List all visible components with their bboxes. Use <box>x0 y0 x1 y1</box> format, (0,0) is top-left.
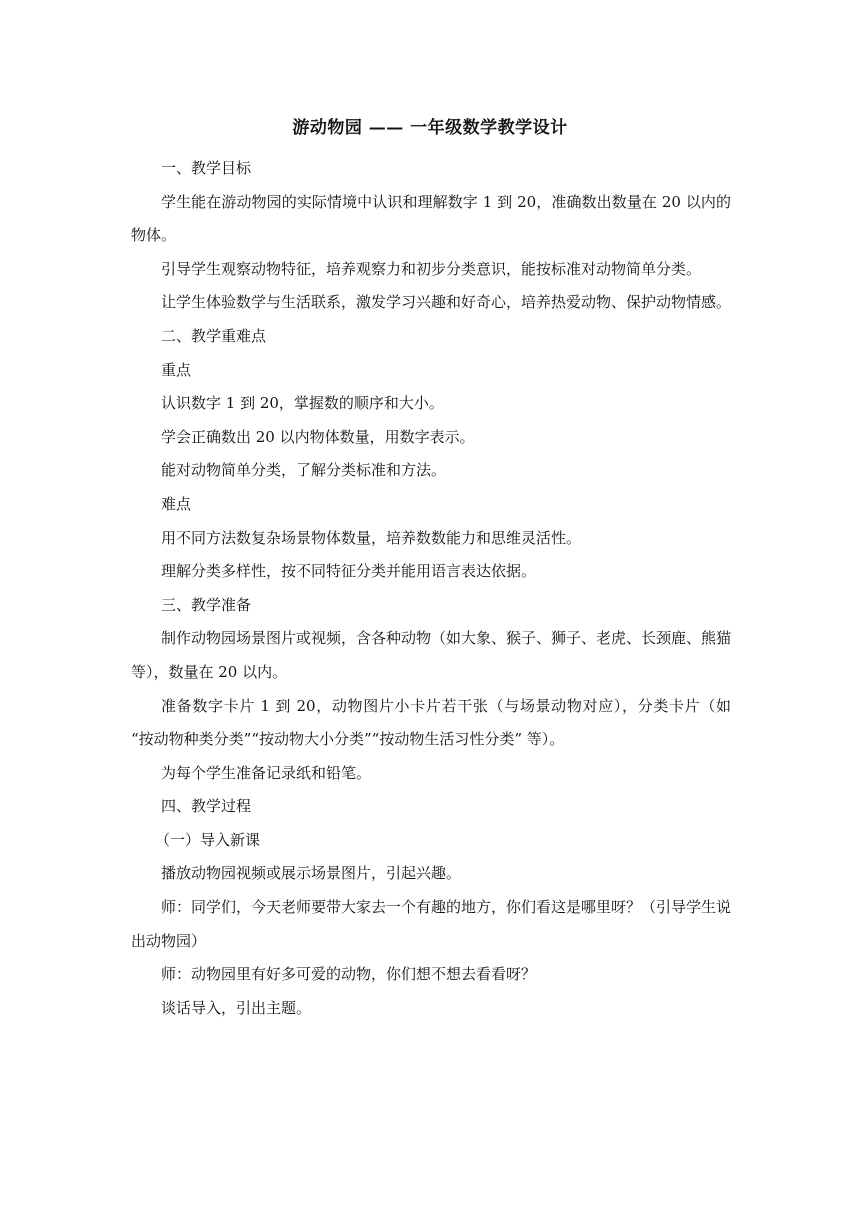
subheading-difficult: 难点 <box>161 494 192 513</box>
section-heading-goals: 一、教学目标 <box>161 159 252 177</box>
paragraph: 师：同学们，今天老师要带大家去一个有趣的地方，你们看这是哪里呀？（引导学生说出动物园） <box>131 898 732 950</box>
paragraph: 学生能在游动物园的实际情境中认识和理解数字 1 到 20，准确数出数量在 20 以内的物体。 <box>131 192 731 245</box>
document-body <box>131 152 731 1025</box>
section-heading-preparation: 三、教学准备 <box>161 595 252 614</box>
paragraph: 准备数字卡片 1 到 20，动物图片小卡片若干张（与场景动物对应），分类卡片（如 “按动物种类分类”“按动物大小分类”“按动物生活习性分类” 等）。 <box>131 696 731 749</box>
section-heading-process: 四、教学过程 <box>161 797 252 816</box>
paragraph: 谈话导入，引出主题。 <box>161 998 312 1017</box>
subheading-introduction: （一）导入新课 <box>155 830 261 849</box>
paragraph: 认识数字 1 到 20，掌握数的顺序和大小。 <box>161 394 444 413</box>
paragraph: 为每个学生准备记录纸和铅笔。 <box>161 763 372 782</box>
paragraph: 师：动物园里有好多可爱的动物，你们想不想去看看呀？ <box>161 965 537 984</box>
subheading-key: 重点 <box>161 360 192 379</box>
document-title: 游动物园 —— 一年级数学教学设计 <box>292 118 568 138</box>
paragraph: 用不同方法数复杂场景物体数量，培养数数能力和思维灵活性。 <box>161 528 582 547</box>
paragraph: 能对动物简单分类，了解分类标准和方法。 <box>161 461 447 480</box>
paragraph: 理解分类多样性，按不同特征分类并能用语言表达依据。 <box>161 562 537 581</box>
paragraph: 学会正确数出 20 以内物体数量，用数字表示。 <box>161 427 475 446</box>
paragraph: 制作动物园场景图片或视频，含各种动物（如大象、猴子、狮子、老虎、长颈鹿、熊猫等），数量在 20 以内。 <box>131 629 732 681</box>
paragraph: 让学生体验数学与生活联系，激发学习兴趣和好奇心，培养热爱动物、保护动物情感。 <box>161 293 732 312</box>
paragraph: 播放动物园视频或展示场景图片，引起兴趣。 <box>161 864 462 883</box>
section-heading-key-points: 二、教学重难点 <box>161 326 267 345</box>
paragraph: 引导学生观察动物特征，培养观察力和初步分类意识，能按标准对动物简单分类。 <box>161 259 702 278</box>
